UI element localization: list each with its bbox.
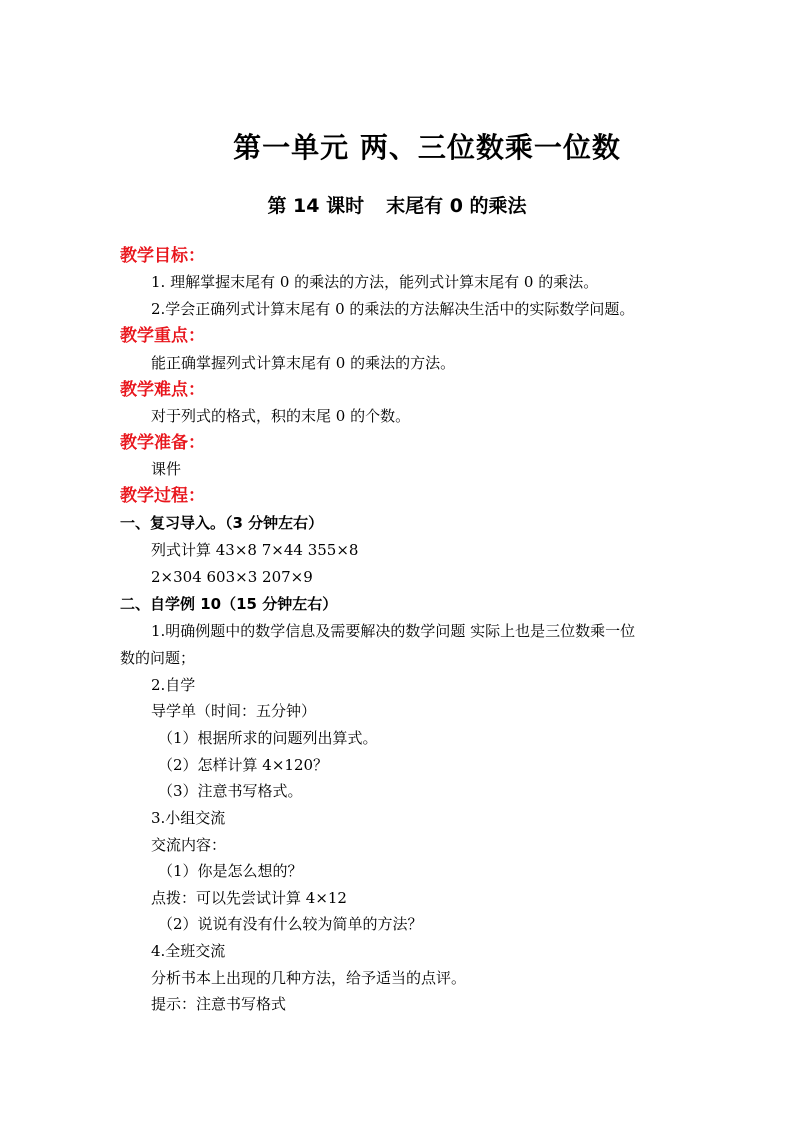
part2-analysis: 分析书本上出现的几种方法，给予适当的点评。 [151,969,467,987]
part2-step4: 4.全班交流 [151,942,226,960]
key-points-heading: 教学重点： [120,326,205,346]
part2-question-1: （1）根据所求的问题列出算式。 [158,729,378,747]
part1-line-1: 列式计算 43×8 7×44 355×8 [151,541,359,559]
unit-title: 第一单元 两、三位数乘一位数 [233,131,621,164]
part1-title: 一、复习导入。（3 分钟左右） [120,514,324,532]
difficulties-heading: 教学难点： [120,380,205,400]
lesson-topic: 末尾有 0 的乘法 [386,195,527,217]
part2-step1-line-1: 1.明确例题中的数学信息及需要解决的数学问题 实际上也是三位数乘一位 [151,622,636,640]
part2-step2: 2.自学 [151,676,196,694]
part2-hint-2: 提示：注意书写格式 [151,995,287,1013]
lesson-title [0,191,794,218]
difficulties-text: 对于列式的格式，积的末尾 0 的个数。 [151,407,411,425]
part2-hint-1: 点拨：可以先尝试计算 4×12 [151,889,347,907]
lesson-number: 第 14 课时 [267,195,365,217]
part2-step3: 3.小组交流 [151,809,226,827]
preparation-heading: 教学准备： [120,433,205,453]
part2-title: 二、自学例 10（15 分钟左右） [120,595,338,613]
preparation-text: 课件 [151,460,182,478]
part2-exchange-1: （1）你是怎么想的？ [158,862,303,880]
part1-line-2: 2×304 603×3 207×9 [151,568,313,586]
part2-question-2: （2）怎样计算 4×120？ [158,756,329,774]
key-points-text: 能正确掌握列式计算末尾有 0 的乘法的方法。 [151,354,456,372]
part2-exchange-2: （2）说说有没有什么较为简单的方法？ [158,915,423,933]
part2-guide: 导学单（时间：五分钟） [151,702,317,720]
process-heading: 教学过程： [120,486,205,506]
objective-item-2: 2.学会正确列式计算末尾有 0 的乘法的方法解决生活中的实际数学问题。 [151,300,635,318]
objectives-heading: 教学目标： [120,246,205,266]
part2-step1-line-2: 数的问题； [120,649,196,667]
part2-exchange-label: 交流内容： [151,836,227,854]
objective-item-1: 1. 理解掌握末尾有 0 的乘法的方法，能列式计算末尾有 0 的乘法。 [151,273,599,291]
part2-question-3: （3）注意书写格式。 [158,782,303,800]
